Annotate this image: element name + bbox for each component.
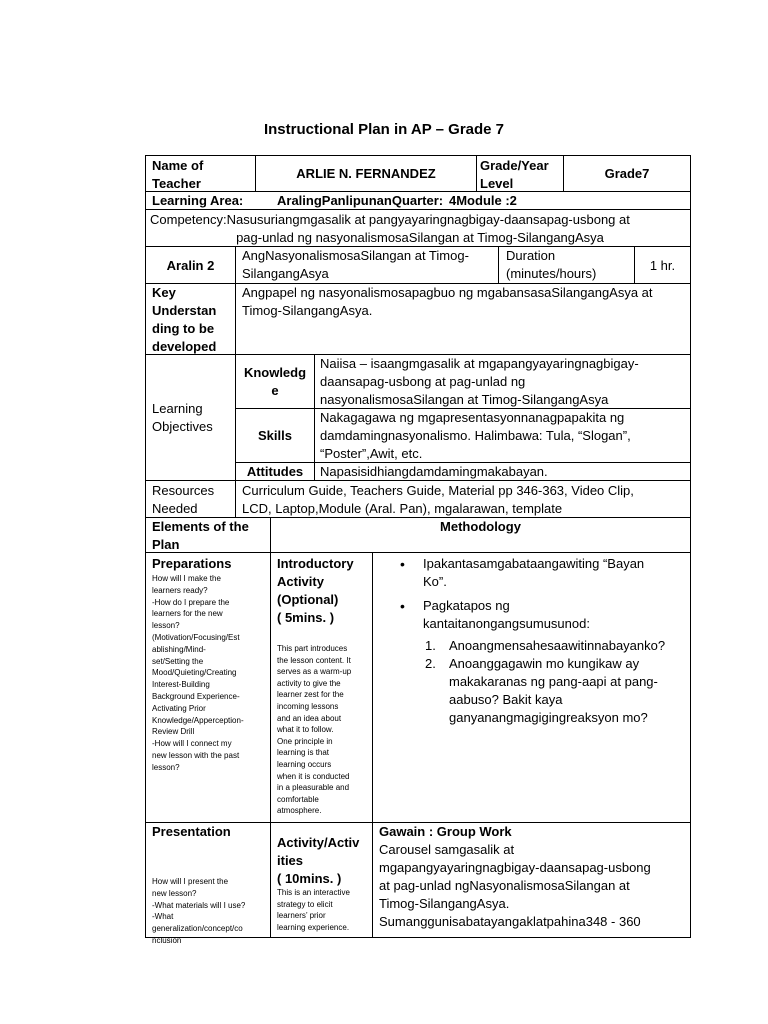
guide-line: Review Drill <box>152 727 195 737</box>
desc-line: atmosphere. <box>277 806 322 816</box>
guide-line: -What materials will I use? <box>152 900 246 910</box>
guide-line: How will I make the <box>152 574 221 583</box>
methodology-label: Methodology <box>440 519 521 534</box>
question-list <box>422 637 688 727</box>
key-text: Angpapel ng nasyonalismosapagbuo ng mgabansasaSilangangAsya at Timog-SilangangAsya. <box>242 285 653 318</box>
desc-line: learning experience. <box>277 922 350 932</box>
intro-activity-title: Introductory Activity (Optional) ( 5mins. ) <box>277 556 354 625</box>
desc-line: and an idea about <box>277 713 342 723</box>
competency: Competency:Nasusuriangmgasalik at pangyayaringnagbigay-daansapag-usbong at pag-unlad ng nasyonalismosaSilangan at Timog-SilangangAsya <box>150 212 630 245</box>
guide-line: set/Setting the <box>152 656 204 666</box>
bullet-item: • Pagkatapos ng kantaitanongangsumusunod: <box>396 597 688 633</box>
bullet-item: • Ipakantasamgabataangawiting “Bayan Ko”. <box>396 555 688 591</box>
guide-line: new lesson with the past <box>152 750 240 760</box>
question-item: 1. Anoangmensahesaawitinnabayanko? <box>425 638 666 653</box>
desc-line: the lesson content. It <box>277 655 351 665</box>
presentation-guide <box>152 876 270 947</box>
desc-line: learner zest for the <box>277 690 344 700</box>
guide-line: Mood/Quieting/Creating <box>152 668 237 678</box>
name-label: Name of Teacher <box>152 158 204 191</box>
guide-line: lesson? <box>152 621 180 631</box>
aralin-title: AngNasyonalismosaSilangan at Timog- SilangangAsya <box>242 248 469 281</box>
presentation-label: Presentation <box>152 824 231 839</box>
guide-line: generalization/concept/co <box>152 924 243 934</box>
intro-content <box>396 555 688 727</box>
desc-line: serves as a warm-up <box>277 667 352 677</box>
skills-text: Nakagagawa ng mgapresentasyonnanagpapakita ng damdamingnasyonalismo. Halimbawa: Tula, “Slogan”, “Poster”,Awit, etc. <box>320 410 631 461</box>
guide-line: Activating Prior <box>152 703 206 713</box>
gawain-content: Gawain : Group Work Carousel samgasalik at mgapangyayaringnagbigay-daansapag-usbong at pag-unlad ngNasyonalismosaSilangan at Timog-SilangangAsya. Sumanggunisabatayangaklatpahina348 - 360 <box>379 824 651 929</box>
duration-label: Duration (minutes/hours) <box>506 248 597 281</box>
intro-bullets <box>396 555 688 633</box>
guide-line: Background Experience- <box>152 691 240 701</box>
desc-line: This is an interactive <box>277 888 350 897</box>
knowledge-text: Naiisa – isaangmgasalik at mgapangyayaringnagbigay- daansapag-usbong at pag-unlad ng nasyonalismosaSilangan at Timog-SilangangAsya <box>320 356 639 407</box>
guide-line: nclusion <box>152 935 182 945</box>
desc-line: activity to give the <box>277 678 341 688</box>
guide-line: -How will I connect my <box>152 739 232 749</box>
question-item: 2. Anoanggagawin mo kungikaw ay makakaranas ng pang-aapi at pang- aabuso? Bakit kaya ganyanangmagigingreaksyon mo? <box>425 656 658 725</box>
objectives-label: Learning Objectives <box>152 401 213 434</box>
preparations-label: Preparations <box>152 556 232 571</box>
elements-label: Elements of the Plan <box>152 519 249 552</box>
guide-line: lesson? <box>152 762 180 772</box>
teacher-name: ARLIE N. FERNANDEZ <box>296 166 436 181</box>
desc-line: learning occurs <box>277 759 332 769</box>
knowledge-label: Knowledg e <box>243 365 307 398</box>
grade-label: Grade/Year Level <box>480 158 549 191</box>
desc-line: learning is that <box>277 748 330 758</box>
guide-line: ablishing/Mind- <box>152 644 206 654</box>
skills-label: Skills <box>258 428 292 443</box>
guide-line: new lesson? <box>152 888 197 898</box>
desc-line: strategy to elicit <box>277 899 333 909</box>
desc-line: This part introduces <box>277 644 348 653</box>
page-title: Instructional Plan in AP – Grade 7 <box>263 121 505 138</box>
grade-value: Grade7 <box>604 166 650 181</box>
desc-line: learners’ prior <box>277 911 326 921</box>
attitudes-label: Attitudes <box>246 464 304 479</box>
desc-line: comfortable <box>277 794 319 804</box>
desc-line: what it to follow. <box>277 725 334 735</box>
desc-line: when it is conducted <box>277 771 350 781</box>
learning-area-value: AralingPanlipunanQuarter: <box>277 193 444 208</box>
preparations-guide <box>152 573 270 774</box>
learning-area-label: Learning Area: <box>152 193 244 208</box>
guide-line: learners for the new <box>152 609 223 619</box>
guide-line: Interest-Building <box>152 680 210 690</box>
guide-line: Knowledge/Apperception- <box>152 715 244 725</box>
learning-area-quarter: 4Module :2 <box>449 193 517 208</box>
activity-desc <box>277 887 372 933</box>
guide-line: (Motivation/Focusing/Est <box>152 632 240 642</box>
desc-line: One principle in <box>277 736 333 746</box>
guide-line: learners ready? <box>152 585 208 595</box>
resources-label: Resources Needed <box>152 483 215 516</box>
desc-line: in a pleasurable and <box>277 783 350 793</box>
resources-text: Curriculum Guide, Teachers Guide, Material pp 346-363, Video Clip, LCD, Laptop,Module (Aral. Pan), mgalarawan, template <box>242 483 634 516</box>
gawain-title: Gawain : Group Work <box>379 824 512 839</box>
aralin-label: Aralin 2 <box>166 258 215 273</box>
desc-line: incoming lessons <box>277 701 339 711</box>
duration-value: 1 hr. <box>649 258 676 273</box>
intro-activity-desc <box>277 643 372 817</box>
guide-line: -What <box>152 912 174 922</box>
guide-line: How will I present the <box>152 877 229 886</box>
guide-line: -How do I prepare the <box>152 597 230 607</box>
attitudes-text: Napasisidhiangdamdamingmakabayan. <box>320 464 548 479</box>
key-label: Key Understan ding to be developed <box>152 285 217 354</box>
activity-title: Activity/Activ ities ( 10mins. ) <box>277 835 360 886</box>
